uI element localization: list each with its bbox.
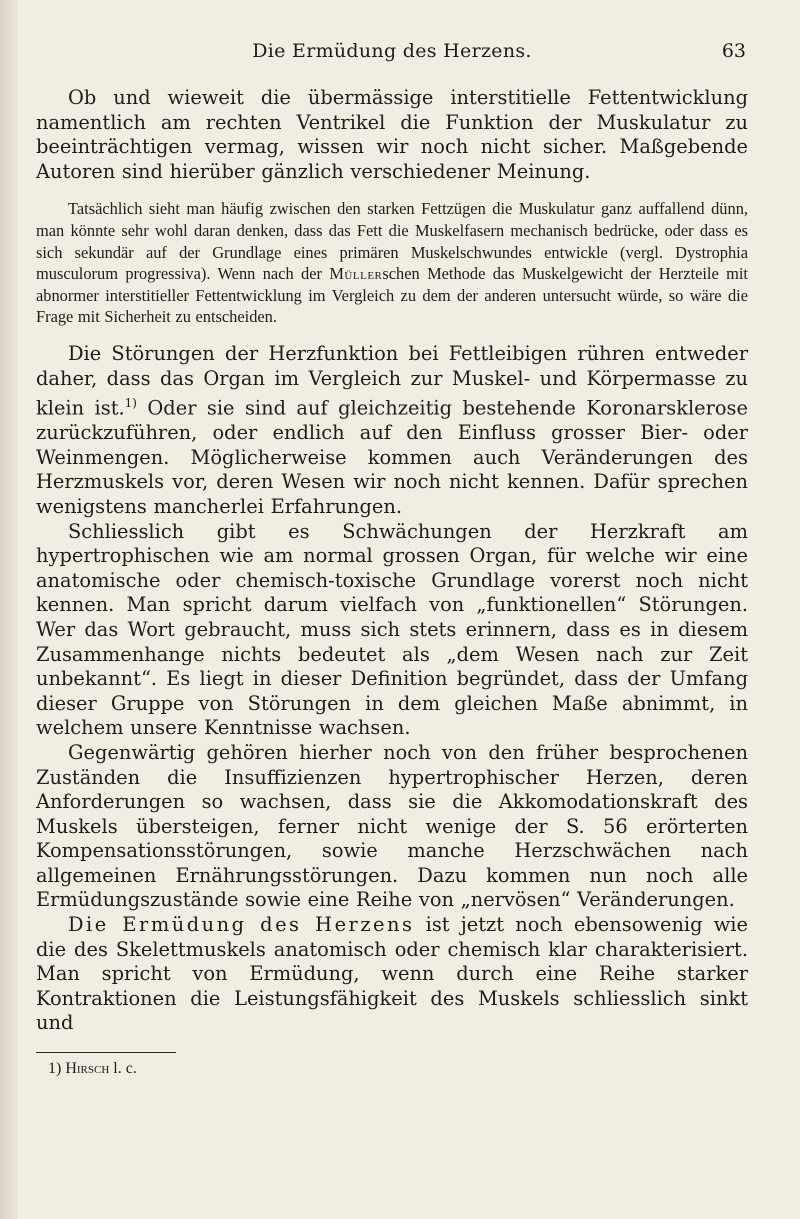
book-page — [36, 40, 748, 1079]
paragraph-gegenwaertig: Gegenwärtig gehören hierher noch von den früher besprochenen Zuständen die Insuffizienzen hypertrophischer Herzen, deren Anforderungen so wachsen, dass sie die Akkomodationskraft des Muskels übersteigen, ferner nicht wenige der S. 56 erörterten Kompensationsstörungen, sowie manche Herzschwächen nach allgemeinen Ernährungsstörungen. Dazu kommen nun noch alle Ermüdungszustände sowie eine Reihe von „nervösen“ Veränderungen. — [36, 740, 748, 912]
page-header — [36, 40, 748, 68]
footnote-rest: l. c. — [109, 1060, 137, 1078]
paragraph-small-print — [36, 198, 748, 328]
herzfunktion-text-after: Oder sie sind auf gleichzeitig bestehende Koronarsklerose zurückzuführen, oder endlich auf den Einfluss grosser Bier- oder Weinmengen. Möglicherweise kommen auch Veränderungen des Herzmuskels vor, deren Wesen wir noch nicht kennen. Dafür sprechen wenigstens mancherlei Erfahrungen. — [36, 396, 748, 518]
paragraph-herzfunktion — [36, 342, 748, 520]
term-ermuedung-des-herzens: Die Ermüdung des Herzens — [68, 913, 415, 937]
running-head: Die Ermüdung des Herzens. — [252, 40, 532, 62]
footnote-reference: 1) — [124, 396, 137, 411]
herzfunktion-text-before: Die Störungen der Herzfunktion bei Fettleibigen rühren entweder daher, dass das Organ im Vergleich zur Muskel- und Körpermasse zu klein ist. — [36, 341, 748, 420]
small-print-text-before: Tatsächlich sieht man häufig zwischen den starken Fettzügen die Muskulatur ganz auffallend dünn, man könnte sehr wohl daran denken, dass das Fett die Muskelfasern mechanisch bedrücke, oder dass es sich sekundär auf der Grundlage eines primären Muskelschwundes entwickle (vergl. Dystrophia musculorum progressiva). Wenn nach der — [36, 199, 748, 284]
paragraph-fettentwicklung: Ob und wieweit die übermässige interstitielle Fettentwicklung namentlich am rechten Ventrikel die Funktion der Muskulatur zu beeinträchtigen vermag, wissen wir noch nicht sicher. Maßgebende Autoren sind hierüber gänzlich verschiedener Meinung. — [36, 86, 748, 183]
footnote-marker: 1) — [48, 1060, 62, 1078]
page-number: 63 — [721, 40, 746, 62]
footnote — [36, 1059, 748, 1079]
paragraph-ermuedung — [36, 913, 748, 1036]
footnote-rule — [36, 1052, 176, 1053]
footnote-author: Hirsch — [65, 1060, 110, 1078]
ermuedung-text-after: ist jetzt noch ebensowenig wie die des Skelettmuskels anatomisch oder chemisch klar charakterisiert. Man spricht von Ermüdung, wenn durch eine Reihe starker Kontraktionen die Leistungsfähigkeit des Muskels schliesslich sinkt und — [36, 913, 748, 1035]
page-gutter-shadow — [0, 0, 18, 1219]
author-name-mueller: Müller — [329, 264, 383, 284]
small-print-text-after: schen Methode das Muskelgewicht der Herzteile mit abnormer interstitieller Fettentwicklung im Vergleich zu dem der anderen untersucht würde, so wäre die Frage mit Sicherheit zu entscheiden. — [36, 264, 748, 327]
paragraph-schwaechungen: Schliesslich gibt es Schwächungen der Herzkraft am hypertrophischen wie am normal grossen Organ, für welche wir eine anatomische oder chemisch-toxische Grundlage vorerst noch nicht kennen. Man spricht darum vielfach von „funktionellen“ Störungen. Wer das Wort gebraucht, muss sich stets erinnern, dass es in diesem Zusammenhange nichts bedeutet als „dem Wesen nach zur Zeit unbekannt“. Es liegt in dieser Definition begründet, dass der Umfang dieser Gruppe von Störungen in dem gleichen Maße abnimmt, in welchem unsere Kenntnisse wachsen. — [36, 519, 748, 740]
